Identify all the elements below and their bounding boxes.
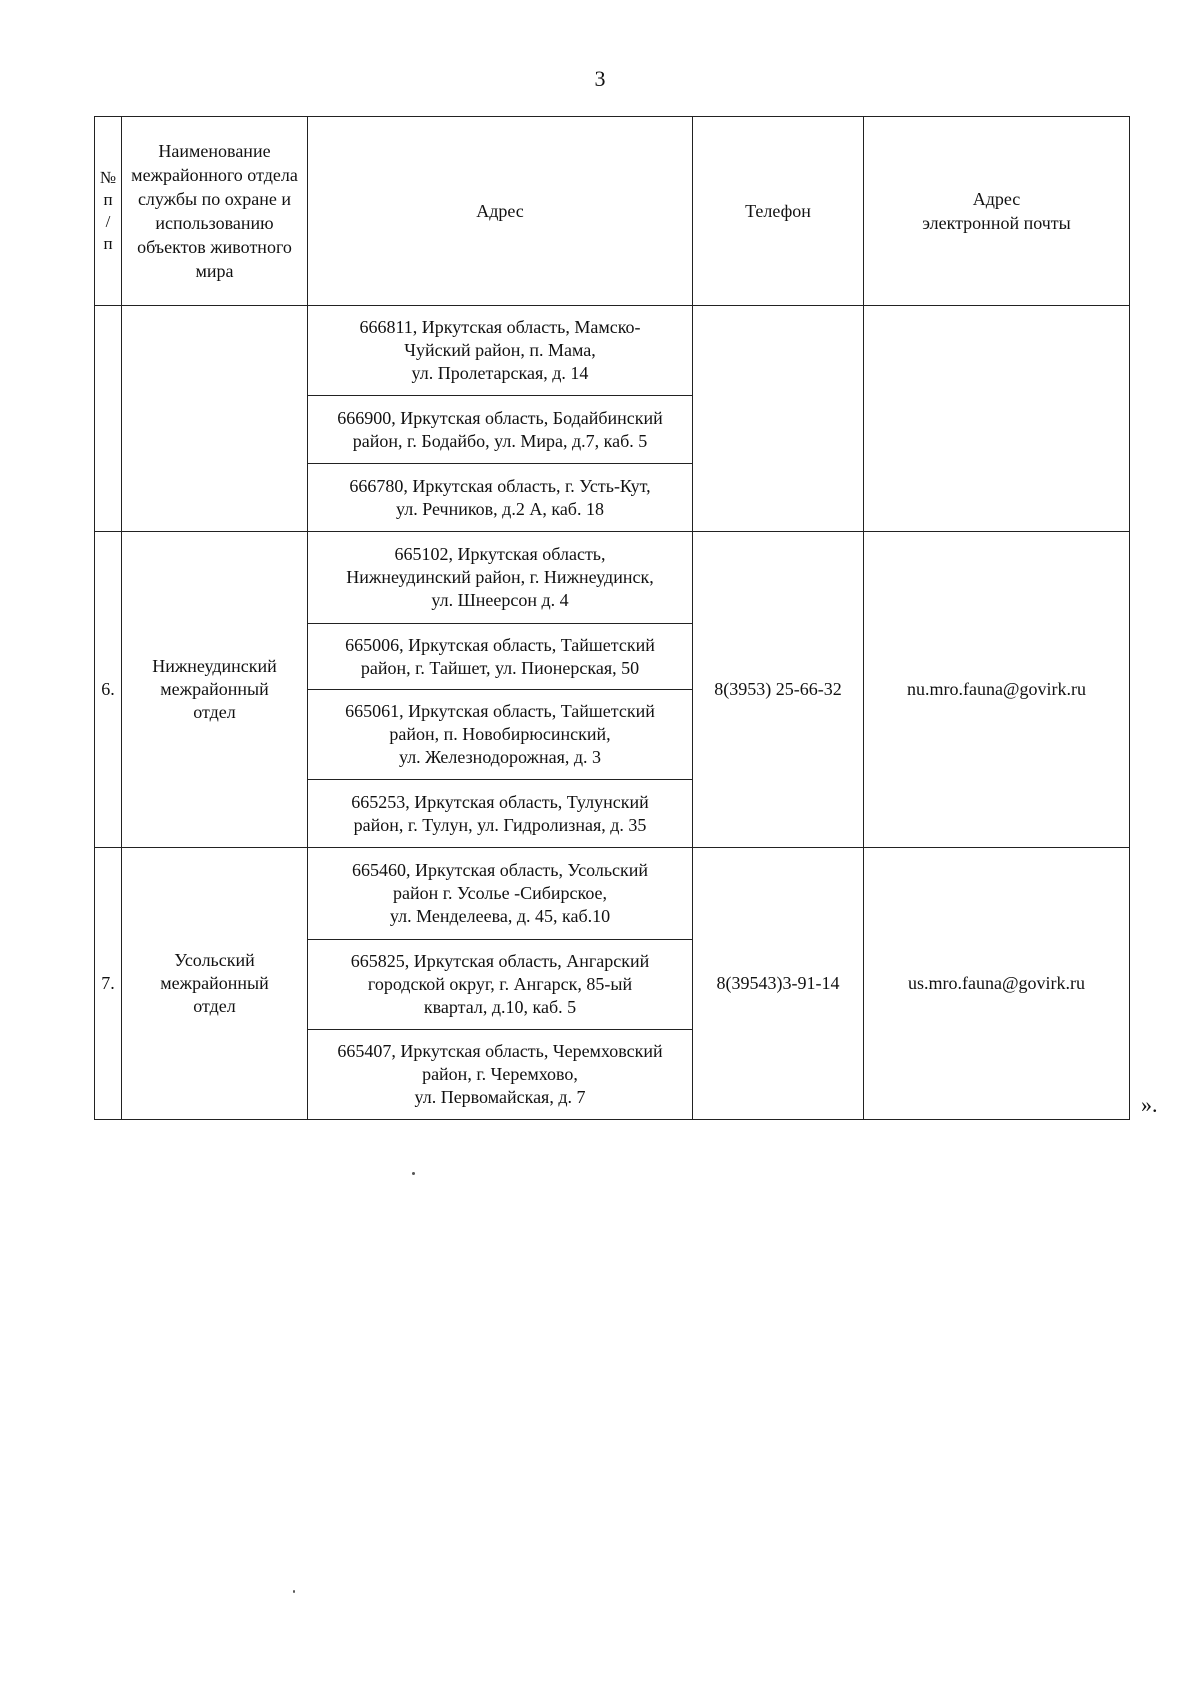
continuation-email-cell bbox=[864, 306, 1130, 532]
header-phone: Телефон bbox=[693, 117, 864, 306]
address-cell: 665102, Иркутская область, Нижнеудинский район, г. Нижнеудинск, ул. Шнеерсон д. 4 bbox=[308, 532, 693, 624]
header-email: Адрес электронной почты bbox=[864, 117, 1130, 306]
table-row bbox=[95, 532, 1130, 624]
row-number: 7. bbox=[95, 848, 122, 1120]
address-cell: 666811, Иркутская область, Мамско- Чуйский район, п. Мама, ул. Пролетарская, д. 14 bbox=[308, 306, 693, 396]
table-row bbox=[95, 306, 1130, 396]
table-row bbox=[95, 848, 1130, 940]
table-header-row bbox=[95, 117, 1130, 306]
offices-table bbox=[94, 116, 1130, 1120]
office-name: Усольский межрайонный отдел bbox=[122, 848, 308, 1120]
office-name: Нижнеудинский межрайонный отдел bbox=[122, 532, 308, 848]
scan-speck bbox=[293, 1590, 295, 1593]
header-address: Адрес bbox=[308, 117, 693, 306]
address-cell: 665407, Иркутская область, Черемховский район, г. Черемхово, ул. Первомайская, д. 7 bbox=[308, 1030, 693, 1120]
address-cell: 665460, Иркутская область, Усольский район г. Усолье -Сибирское, ул. Менделеева, д. 45, каб.10 bbox=[308, 848, 693, 940]
continuation-phone-cell bbox=[693, 306, 864, 532]
row-number: 6. bbox=[95, 532, 122, 848]
header-number: № п / п bbox=[95, 117, 122, 306]
scan-speck bbox=[412, 1172, 415, 1175]
phone-number: 8(3953) 25-66-32 bbox=[693, 532, 864, 848]
continuation-name-cell bbox=[122, 306, 308, 532]
email-address: us.mro.fauna@govirk.ru bbox=[864, 848, 1130, 1120]
address-cell: 665253, Иркутская область, Тулунский район, г. Тулун, ул. Гидролизная, д. 35 bbox=[308, 780, 693, 848]
header-office-name: Наименование межрайонного отдела службы по охране и использованию объектов животного мира bbox=[122, 117, 308, 306]
email-address: nu.mro.fauna@govirk.ru bbox=[864, 532, 1130, 848]
continuation-number-cell bbox=[95, 306, 122, 532]
closing-quote-mark: ». bbox=[1141, 1092, 1158, 1117]
address-cell: 665825, Иркутская область, Ангарский городской округ, г. Ангарск, 85-ый квартал, д.10, каб. 5 bbox=[308, 940, 693, 1030]
address-cell: 665006, Иркутская область, Тайшетский район, г. Тайшет, ул. Пионерская, 50 bbox=[308, 624, 693, 690]
address-cell: 665061, Иркутская область, Тайшетский район, п. Новобирюсинский, ул. Железнодорожная, д. 3 bbox=[308, 690, 693, 780]
address-cell: 666780, Иркутская область, г. Усть-Кут, ул. Речников, д.2 А, каб. 18 bbox=[308, 464, 693, 532]
address-cell: 666900, Иркутская область, Бодайбинский район, г. Бодайбо, ул. Мира, д.7, каб. 5 bbox=[308, 396, 693, 464]
page-number: 3 bbox=[594, 66, 606, 91]
phone-number: 8(39543)3-91-14 bbox=[693, 848, 864, 1120]
